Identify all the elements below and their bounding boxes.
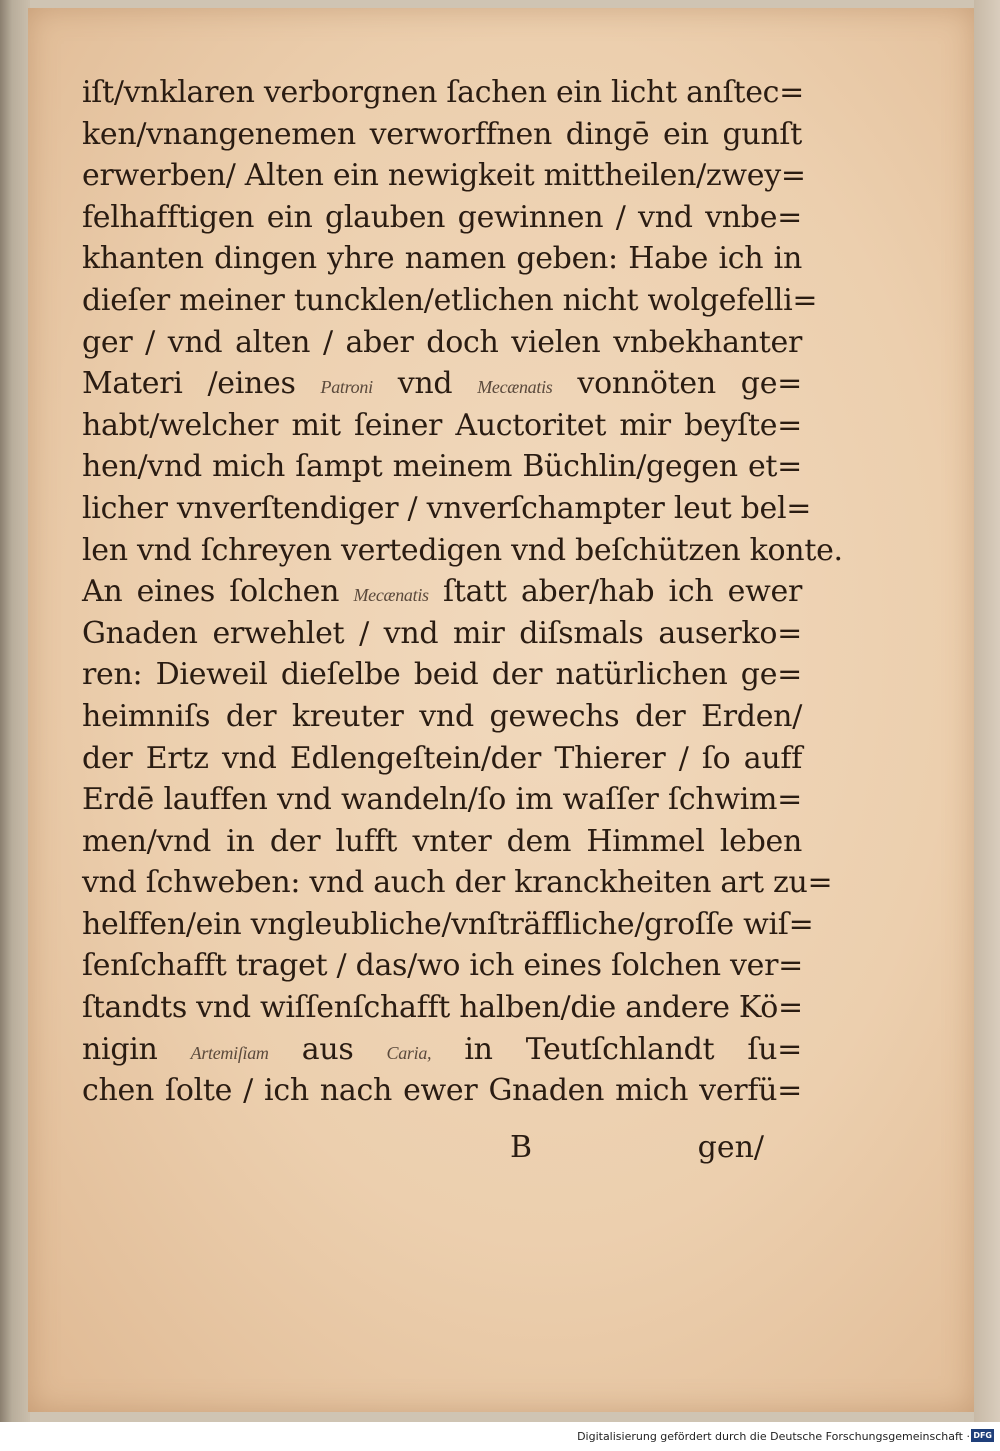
book-binding-edge [0,0,30,1422]
text-line [82,613,802,655]
footer-credit: Digitalisierung gefördert durch die Deutsche Forschungsgemeinschaft [577,1430,963,1443]
text-line [82,738,802,780]
text-line [82,72,805,114]
text-line [82,114,802,156]
line-segment: erwerben/ Alten ein newigkeit mittheilen/zwey= [82,158,806,194]
text-line [82,571,802,613]
footer-credit-text [577,1430,970,1443]
line-segment: helffen/ein vngleubliche/vnſträffliche/groſſe wiſ= [82,906,814,942]
text-line [82,862,833,904]
line-segment: vonnöten ge= [552,366,802,402]
line-segment: ſenſchafft traget / das/wo ich eines ſolchen ver= [82,948,804,984]
line-segment: vnd [372,366,478,402]
line-segment: ſtandts vnd wiſſenſchafft halben/die andere Kö= [82,990,803,1026]
text-line [82,696,802,738]
line-segment: Gnaden erwehlet / vnd mir diſsmals auserko= [82,615,802,651]
text-line [82,530,843,572]
line-segment: aus [268,1031,387,1067]
text-line [82,197,802,239]
catchword: gen/ [697,1130,764,1165]
digitization-footer [0,1422,1000,1451]
text-line [82,1070,802,1112]
line-segment: khanten dingen yhre namen geben: Habe ich in [82,241,802,277]
line-segment: An eines ſolchen [82,574,354,610]
line-segment: heimniſs der kreuter vnd gewechs der Erden/ [82,698,802,734]
text-line [82,945,802,987]
line-segment: habt/welcher mit ſeiner Auctoritet mir beyſte= [82,407,802,443]
text-line [82,1029,802,1071]
line-segment: iſt/vnklaren verborgnen ſachen ein licht anſtec= [82,75,805,110]
line-segment: nigin [82,1031,191,1067]
line-segment: licher vnverſtendiger / vnverſchampter leut bel= [82,490,812,526]
line-segment: ken/vnangenemen verworffnen dingē ein gunſt [82,116,802,152]
text-line [82,363,802,405]
line-segment: felhafftigen ein glauben gewinnen / vnd vnbe= [82,199,802,235]
line-segment: ren: Dieweil dieſelbe beid der natürlichen ge= [82,657,802,693]
text-line [82,488,812,530]
text-line [82,405,802,447]
line-segment: men/vnd in der lufft vnter dem Himmel leben [82,823,802,859]
line-segment: dieſer meiner tuncklen/etlichen nicht wolgefelli= [82,282,818,318]
text-line [82,238,802,280]
antiqua-word: Caria, [386,1042,432,1063]
text-line [82,821,802,863]
line-segment: in Teutſchlandt ſu= [431,1031,802,1067]
scan-right-margin [974,0,1000,1422]
antiqua-word: Mecænatis [353,585,429,606]
antiqua-word: Patroni [320,377,373,398]
text-line [82,987,802,1029]
text-line [82,779,802,821]
line-segment: ger / vnd alten / aber doch vielen vnbekhanter [82,324,802,360]
dfg-logo: DFG [973,1431,992,1440]
signature-mark: B [510,1130,533,1165]
text-line [82,322,802,364]
footer-separator: · [963,1430,970,1443]
text-block [82,72,843,1112]
text-line [82,654,802,696]
text-line [82,280,818,322]
line-segment: Materi /eines [82,366,321,402]
line-segment: vnd ſchweben: vnd auch der kranckheiten art zu= [82,865,833,901]
line-segment: der Ertz vnd Edlengeſtein/der Thierer / ſo auff [82,740,802,776]
page-foot-row [82,1127,802,1169]
text-line [82,446,802,488]
antiqua-word: Artemiſiam [190,1042,269,1063]
antiqua-word: Mecænatis [477,377,553,398]
line-segment: ſtatt aber/hab ich ewer [428,574,802,610]
line-segment: chen ſolte / ich nach ewer Gnaden mich verfü= [82,1073,802,1109]
line-segment: len vnd ſchreyen vertedigen vnd beſchützen konte. [82,532,843,568]
text-line [82,904,814,946]
line-segment: hen/vnd mich ſampt meinem Büchlin/gegen et= [82,449,802,485]
line-segment: Erdē lauffen vnd wandeln/ſo im waſſer ſchwim= [82,782,802,818]
text-line [82,155,806,197]
